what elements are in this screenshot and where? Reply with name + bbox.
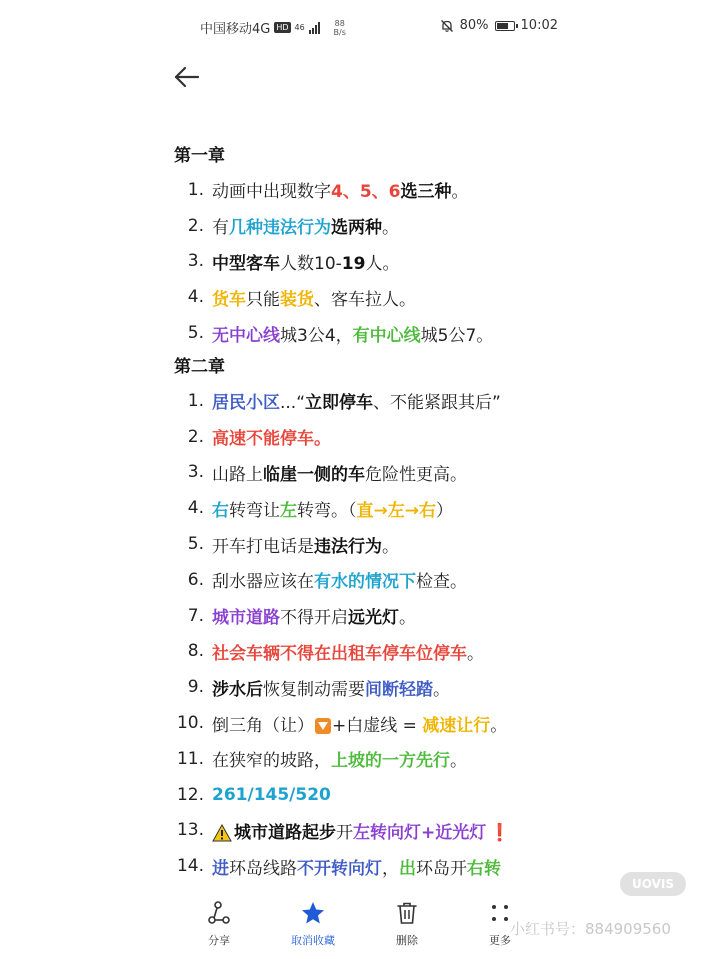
status-bar	[0, 0, 720, 48]
text-segment: 。	[433, 679, 450, 700]
item-text	[212, 321, 493, 346]
item-text	[212, 388, 501, 413]
list-item	[174, 777, 694, 813]
text-segment: 不得开启	[280, 608, 348, 629]
item-number: 7.	[187, 605, 204, 626]
item-number: 12.	[176, 784, 204, 805]
delete-label: 删除	[396, 934, 418, 947]
text-segment: 右转	[467, 858, 501, 879]
network-speed	[334, 19, 346, 37]
text-segment: 间断轻踏	[365, 679, 433, 700]
text-segment: 检查。	[416, 572, 467, 593]
back-arrow-icon	[170, 60, 204, 94]
item-number: 5.	[187, 534, 204, 555]
exclamation-icon: ❗	[489, 822, 511, 843]
note-content	[174, 140, 694, 884]
text-segment: 右	[212, 500, 229, 521]
text-segment: 有水的情况下	[314, 572, 416, 593]
text-segment: +白虚线 =	[332, 715, 423, 736]
back-button[interactable]	[170, 60, 204, 94]
text-segment: 人数10-	[280, 253, 342, 274]
item-text	[212, 249, 399, 274]
text-segment: 社会车辆不得在出租车停车位停车	[212, 643, 467, 664]
share-label: 分享	[208, 934, 230, 947]
chapter-heading: 第一章	[174, 146, 225, 166]
list-item	[174, 741, 694, 777]
text-segment: 。	[450, 751, 467, 772]
battery-icon	[495, 21, 515, 31]
text-segment: 转弯。（	[297, 500, 357, 521]
item-number: 4.	[187, 498, 204, 519]
text-segment: 临崖一侧的车	[263, 464, 365, 485]
more-button[interactable]	[460, 900, 540, 948]
item-number: 2.	[187, 426, 204, 447]
text-segment: 。	[467, 643, 484, 664]
carrier-label: 中国移动4G	[200, 22, 271, 37]
unfavorite-button[interactable]	[273, 900, 353, 948]
text-segment: 4、5、6	[331, 182, 401, 203]
text-segment: 进	[212, 858, 229, 879]
item-number: 6.	[187, 569, 204, 590]
item-text	[212, 177, 469, 202]
item-number: 1.	[187, 179, 204, 200]
list-item	[174, 315, 694, 351]
list-item	[174, 634, 694, 670]
item-number: 1.	[187, 390, 204, 411]
list-item	[174, 813, 694, 849]
text-segment: ...“	[280, 393, 306, 414]
item-text	[212, 818, 510, 843]
text-segment: 居民小区	[212, 393, 280, 414]
text-segment: ）	[436, 500, 453, 521]
item-text	[212, 603, 416, 628]
text-segment: 。	[399, 608, 416, 629]
chapter-heading: 第二章	[174, 356, 225, 377]
text-segment: 几种违法行为	[229, 218, 331, 239]
item-number: 3.	[187, 251, 204, 272]
item-text	[212, 496, 453, 521]
text-segment: 。	[382, 218, 399, 239]
text-segment: 城市道路起步	[234, 822, 336, 843]
text-segment: 开	[336, 822, 353, 843]
text-segment: 立即停车	[305, 393, 374, 414]
item-text	[212, 567, 467, 592]
status-right	[440, 18, 558, 33]
text-segment: 左	[280, 500, 297, 521]
battery-fill	[497, 23, 508, 29]
watermark-logo: UOVIS	[620, 872, 686, 896]
delete-button[interactable]	[367, 900, 447, 948]
text-segment: 城3公4，	[280, 325, 353, 346]
text-segment: 选两种	[331, 218, 382, 239]
text-segment: 左转向灯+近光灯	[353, 822, 487, 843]
warning-icon	[212, 824, 232, 842]
text-segment: 中型客车	[212, 253, 280, 274]
item-text	[212, 746, 467, 771]
item-text	[212, 213, 399, 238]
text-segment: 货车	[212, 289, 246, 310]
text-segment: 261/145/520	[212, 784, 331, 805]
text-segment: 。	[382, 536, 399, 557]
text-segment: 19	[341, 253, 366, 274]
list-item	[174, 848, 694, 884]
list-item	[174, 279, 694, 315]
share-icon	[206, 900, 232, 926]
text-segment: 动画中出现数字	[212, 182, 331, 203]
text-segment: 选三种	[400, 182, 452, 203]
item-number: 9.	[187, 677, 204, 698]
text-segment: 只能	[246, 289, 280, 310]
list-item	[174, 598, 694, 634]
text-segment: 出	[399, 858, 416, 879]
item-text	[212, 675, 450, 700]
bottom-toolbar	[0, 900, 720, 959]
yield-sign-icon	[315, 718, 331, 734]
status-left	[200, 18, 346, 37]
text-segment: 环岛线路	[229, 858, 297, 879]
mute-bell-icon	[440, 19, 454, 33]
text-segment: 。	[451, 182, 469, 203]
item-text	[212, 854, 501, 879]
text-segment: 城市道路	[212, 608, 280, 629]
item-text	[212, 711, 507, 736]
share-button[interactable]	[179, 900, 259, 948]
list-item	[174, 244, 694, 280]
text-segment: 环岛开	[416, 858, 467, 879]
text-segment: 转弯让	[229, 500, 280, 521]
more-dots-icon	[487, 900, 513, 926]
text-segment: 减速让行	[422, 715, 491, 736]
item-number: 3.	[187, 462, 204, 483]
list-item	[174, 705, 694, 741]
text-segment: 倒三角（让）	[212, 715, 314, 736]
text-segment: 无中心线	[212, 325, 280, 346]
text-segment: 、客车拉人。	[314, 289, 416, 310]
text-segment: ，	[382, 858, 399, 879]
list-item	[174, 383, 694, 419]
speed-value: 88	[334, 18, 345, 28]
text-segment: 高速不能停车。	[212, 429, 331, 450]
text-segment: 危险性更高。	[365, 464, 467, 485]
text-segment: 、不能紧跟其后”	[373, 393, 501, 414]
text-segment: 开车打电话是	[212, 536, 314, 557]
list-item	[174, 208, 694, 244]
text-segment: 远光灯	[348, 608, 399, 629]
signal-bars-icon	[309, 22, 320, 34]
list-item	[174, 526, 694, 562]
item-number: 13.	[176, 820, 204, 841]
speed-unit: B/s	[333, 27, 346, 37]
network-type: 46	[294, 23, 305, 32]
watermark-text: 小红书号：884909560	[510, 920, 671, 938]
text-segment: 。	[490, 715, 508, 736]
item-number: 8.	[187, 641, 204, 662]
text-segment: 违法行为	[314, 536, 382, 557]
text-segment: 人。	[365, 253, 400, 274]
text-segment: 城5公7。	[420, 325, 494, 346]
list-item	[174, 455, 694, 491]
unfavorite-label: 取消收藏	[291, 934, 335, 947]
text-segment: 涉水后	[212, 679, 263, 700]
text-segment: 装货	[280, 289, 314, 310]
text-segment: 山路上	[212, 464, 263, 485]
item-number: 11.	[176, 748, 204, 769]
trash-icon	[394, 900, 420, 926]
item-number: 2.	[187, 215, 204, 236]
battery-percent: 80%	[459, 18, 489, 33]
hd-badge: HD	[276, 23, 289, 32]
item-text	[212, 424, 331, 449]
item-text	[212, 785, 331, 805]
clock: 10:02	[520, 18, 558, 33]
text-segment: 上坡的一方先行	[331, 751, 450, 772]
list-item	[174, 669, 694, 705]
text-segment: 恢复制动需要	[263, 679, 365, 700]
more-label: 更多	[489, 934, 511, 947]
list-item	[174, 172, 694, 208]
item-text	[212, 532, 399, 557]
item-number: 14.	[176, 856, 204, 877]
text-segment: 有中心线	[352, 325, 421, 346]
text-segment: 不开转向灯	[297, 858, 382, 879]
text-segment: 直→左→右	[356, 500, 436, 521]
item-number: 5.	[187, 323, 204, 344]
text-segment: 刮水器应该在	[212, 572, 314, 593]
item-number: 4.	[187, 287, 204, 308]
item-text	[212, 285, 416, 310]
star-icon	[300, 900, 326, 926]
list-item	[174, 490, 694, 526]
text-segment: 在狭窄的坡路，	[212, 751, 331, 772]
item-number: 10.	[176, 713, 204, 734]
item-text	[212, 460, 467, 485]
text-segment: 有	[212, 218, 229, 239]
list-item	[174, 419, 694, 455]
item-text	[212, 639, 484, 664]
list-item	[174, 562, 694, 598]
